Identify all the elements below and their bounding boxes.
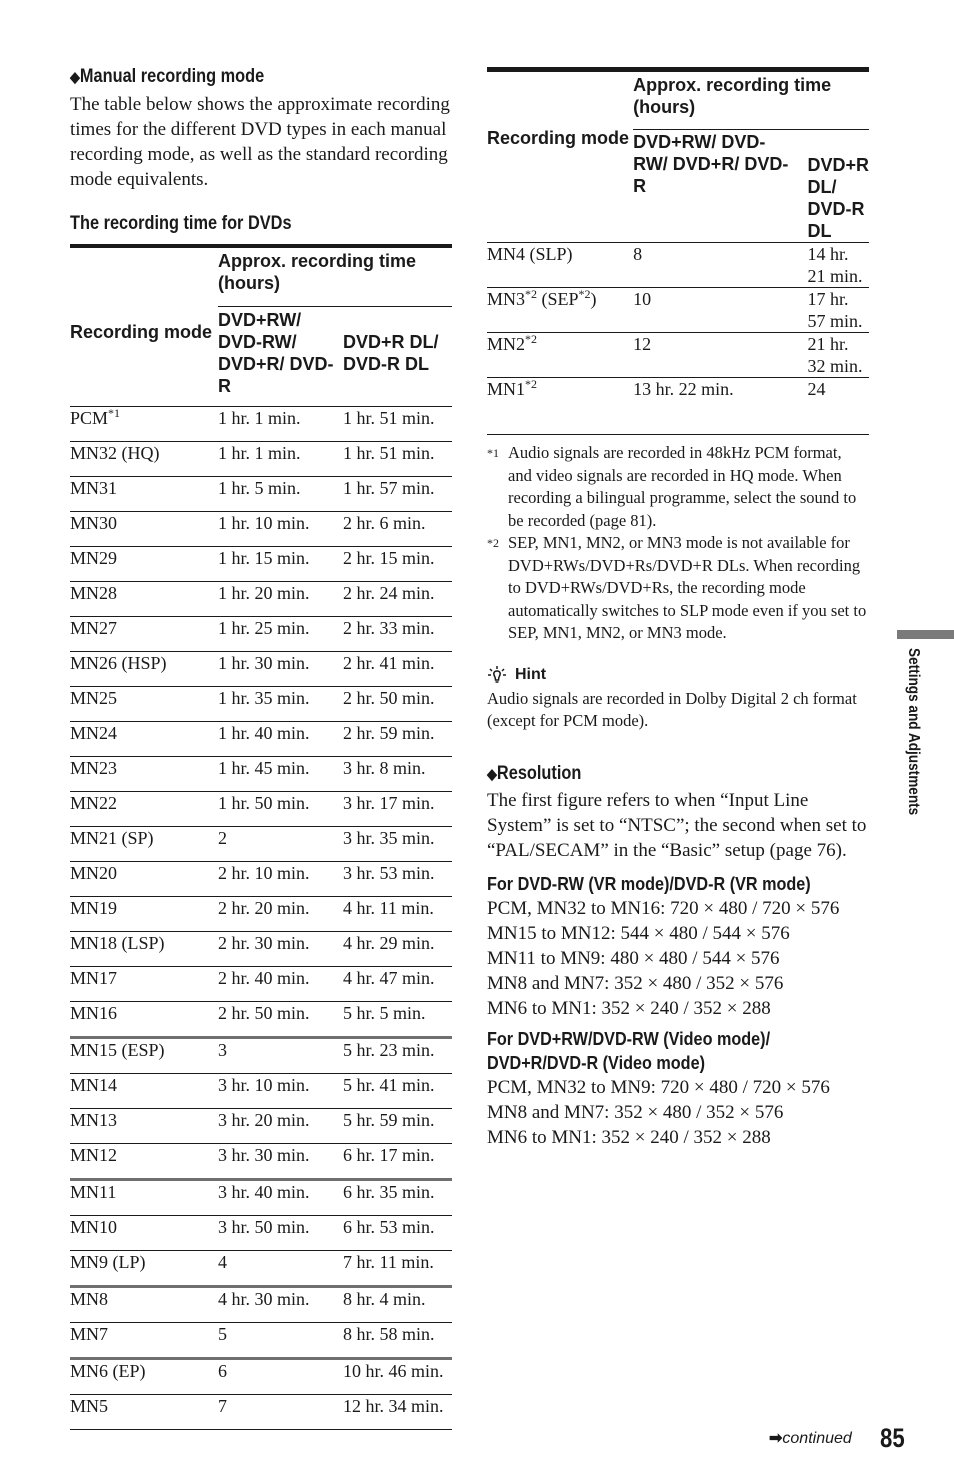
mode-label: MN23 [70,758,118,778]
footnote-1 [487,442,869,532]
footnote-ref: *2 [578,287,591,301]
video-mode-list [487,1075,869,1150]
cell-mode [70,932,218,967]
cell-time-dvd-dl: 3 hr. 53 min. [343,862,452,897]
mode-alias: (SEP [537,289,579,309]
mode-label: MN4 (SLP) [487,244,573,264]
cell-time-dvd-dl: 5 hr. 59 min. [343,1109,452,1144]
table-row [70,1251,452,1287]
cell-mode [70,442,218,477]
table-row [70,897,452,932]
cell-time-dvd: 2 hr. 40 min. [218,967,343,1002]
vr-mode-list [487,896,869,1021]
table-row [487,243,869,288]
mode-label: MN15 (ESP) [70,1040,165,1060]
cell-time-dvd: 1 hr. 5 min. [218,477,343,512]
cell-time-dvd-dl: 12 hr. 34 min. [343,1395,452,1430]
right-table-body [487,243,869,435]
video-mode-heading [487,1027,831,1075]
cell-time-dvd-dl: 21 hr. 32 min. [807,333,869,378]
mode-label: MN21 (SP) [70,828,154,848]
mode-label: MN26 (HSP) [70,653,167,673]
mode-label: MN8 [70,1289,109,1309]
mode-label: MN32 (HQ) [70,443,160,463]
table-row [70,1359,452,1395]
cell-mode [70,1038,218,1074]
cell-mode [70,1359,218,1395]
section-tab-bar [897,630,954,639]
footnote-text: Audio signals are recorded in 48kHz PCM format, and video signals are recorded in HQ mode. When recording a bilingual programme, select the sound to be recorded (page 81). [508,443,857,530]
resolution-line: PCM, MN32 to MN16: 720 × 480 / 720 × 576 [487,897,840,919]
header-approx-time: Approx. recording time (hours) [633,75,832,117]
continued-label: continued [782,1430,852,1447]
mode-label: MN30 [70,513,118,533]
continued-indicator [769,1428,852,1448]
cell-time-dvd: 1 hr. 15 min. [218,547,343,582]
cell-time-dvd: 2 hr. 30 min. [218,932,343,967]
table-title: The recording time for DVDs [70,213,292,234]
table-row [70,1323,452,1359]
cell-time-dvd-dl: 1 hr. 57 min. [343,477,452,512]
cell-time-dvd: 2 hr. 20 min. [218,897,343,932]
cell-time-dvd-dl: 6 hr. 53 min. [343,1216,452,1251]
cell-mode [70,827,218,862]
cell-mode [487,243,633,288]
cell-mode [70,757,218,792]
cell-time-dvd-dl: 3 hr. 35 min. [343,827,452,862]
cell-mode [70,967,218,1002]
mode-label: MN31 [70,478,118,498]
mode-label: MN16 [70,1003,118,1023]
cell-time-dvd: 1 hr. 10 min. [218,512,343,547]
cell-mode [70,617,218,652]
table-row [70,862,452,897]
cell-time-dvd-dl: 2 hr. 59 min. [343,722,452,757]
cell-time-dvd: 1 hr. 25 min. [218,617,343,652]
cell-mode [70,897,218,932]
cell-time-dvd: 3 hr. 20 min. [218,1109,343,1144]
hint-block [487,665,869,733]
table-row [487,333,869,378]
mode-label: MN10 [70,1217,118,1237]
table-row [70,1216,452,1251]
cell-time-dvd: 3 hr. 30 min. [218,1144,343,1180]
mode-label: MN3 [487,289,526,309]
cell-mode [487,378,633,435]
cell-time-dvd-dl: 5 hr. 23 min. [343,1038,452,1074]
cell-time-dvd: 10 [633,288,807,333]
mode-alias-close: ) [590,289,597,309]
mode-label: MN5 [70,1396,109,1416]
cell-time-dvd-dl: 5 hr. 5 min. [343,1002,452,1038]
table-row [70,617,452,652]
mode-label: MN17 [70,968,118,988]
header-dvd: DVD+RW/ DVD-RW/ DVD+R/ DVD-R [633,130,807,243]
resolution-line: MN15 to MN12: 544 × 480 / 544 × 576 [487,922,790,944]
header-approx-time: Approx. recording time (hours) [218,251,417,293]
mode-label: MN12 [70,1145,118,1165]
recording-time-table [70,248,452,1430]
table-row [487,288,869,333]
arrow-right-icon: ➡ [769,1430,783,1447]
cell-time-dvd-dl: 6 hr. 17 min. [343,1144,452,1180]
footnote-ref: *2 [525,287,538,301]
cell-time-dvd: 3 hr. 40 min. [218,1180,343,1216]
resolution-line: MN8 and MN7: 352 × 480 / 352 × 576 [487,1101,784,1123]
footnote-ref: *1 [108,406,121,420]
table-row [70,1180,452,1216]
section-tab-label: Settings and Adjustments [905,648,922,816]
table-row [70,967,452,1002]
manual-recording-heading: ◆Manual recording mode [70,66,265,87]
table-row [70,442,452,477]
cell-mode [70,1144,218,1180]
cell-time-dvd-dl: 4 hr. 29 min. [343,932,452,967]
footnote-text: SEP, MN1, MN2, or MN3 mode is not available for DVD+RWs/DVD+Rs/DVD+R DLs. When recording to DVD+RWs/DVD+Rs, the recording mode automatically switches to SLP mode even if you set to SEP, MN1, MN2, or MN3 mode. [508,533,867,642]
lightbulb-icon [487,665,507,685]
cell-mode [70,1074,218,1109]
table-row [70,407,452,442]
mode-label: MN14 [70,1075,118,1095]
cell-time-dvd: 2 hr. 10 min. [218,862,343,897]
cell-mode [70,722,218,757]
table-row [70,1109,452,1144]
cell-mode [70,582,218,617]
mode-label: PCM [70,408,109,428]
table-row [70,652,452,687]
cell-mode [70,862,218,897]
cell-time-dvd-dl: 2 hr. 24 min. [343,582,452,617]
hint-label: Hint [515,665,547,683]
cell-mode [70,547,218,582]
cell-mode [70,1002,218,1038]
table-row [70,477,452,512]
cell-time-dvd-dl: 2 hr. 33 min. [343,617,452,652]
mode-label: MN9 (LP) [70,1252,146,1272]
cell-time-dvd-dl: 4 hr. 47 min. [343,967,452,1002]
diamond-bullet-icon: ◆ [487,765,497,783]
cell-time-dvd: 3 hr. 50 min. [218,1216,343,1251]
diamond-bullet-icon: ◆ [70,69,80,86]
cell-time-dvd-dl: 1 hr. 51 min. [343,407,452,442]
cell-time-dvd-dl: 2 hr. 41 min. [343,652,452,687]
header-dvd-dl: DVD+R DL/ DVD-R DL [343,307,452,407]
table-row [70,1074,452,1109]
cell-time-dvd-dl: 1 hr. 51 min. [343,442,452,477]
mode-label: MN25 [70,688,118,708]
cell-mode [70,1395,218,1430]
footnote-ref: *2 [525,377,538,391]
cell-time-dvd-dl: 24 [807,378,869,435]
cell-time-dvd: 6 [218,1359,343,1395]
cell-mode [70,1251,218,1287]
cell-time-dvd: 7 [218,1395,343,1430]
table-row [70,547,452,582]
cell-time-dvd-dl: 2 hr. 50 min. [343,687,452,722]
table-row [70,687,452,722]
cell-time-dvd-dl: 17 hr. 57 min. [807,288,869,333]
cell-time-dvd: 1 hr. 50 min. [218,792,343,827]
cell-mode [70,1109,218,1144]
cell-time-dvd: 4 [218,1251,343,1287]
cell-time-dvd-dl: 5 hr. 41 min. [343,1074,452,1109]
left-column [70,64,452,1430]
cell-mode [70,1287,218,1323]
resolution-heading: ◆Resolution [487,762,582,784]
cell-time-dvd: 8 [633,243,807,288]
footnote-mark: *2 [487,536,499,550]
cell-mode [70,1216,218,1251]
mode-label: MN24 [70,723,118,743]
mode-label: MN29 [70,548,118,568]
cell-time-dvd-dl: 6 hr. 35 min. [343,1180,452,1216]
cell-time-dvd-dl: 10 hr. 46 min. [343,1359,452,1395]
cell-mode [70,477,218,512]
table-row [70,512,452,547]
cell-time-dvd-dl: 2 hr. 15 min. [343,547,452,582]
cell-mode [487,288,633,333]
footnote-2 [487,532,869,645]
page-number: 85 [880,1423,905,1453]
cell-time-dvd-dl: 3 hr. 8 min. [343,757,452,792]
cell-time-dvd: 2 hr. 50 min. [218,1002,343,1038]
recording-time-table-continued [487,72,869,435]
cell-time-dvd: 4 hr. 30 min. [218,1287,343,1323]
video-mode-heading-line-1: For DVD+RW/DVD-RW (Video mode)/ [487,1028,771,1049]
cell-time-dvd-dl: 8 hr. 4 min. [343,1287,452,1323]
mode-label: MN22 [70,793,118,813]
table-row [70,1287,452,1323]
table-row [70,1002,452,1038]
right-column [487,64,869,1150]
hint-text: Audio signals are recorded in Dolby Digital 2 ch format (except for PCM mode). [487,688,857,730]
cell-time-dvd: 1 hr. 1 min. [218,407,343,442]
resolution-line: MN11 to MN9: 480 × 480 / 544 × 576 [487,947,780,969]
resolution-line: MN8 and MN7: 352 × 480 / 352 × 576 [487,972,784,994]
cell-time-dvd: 3 [218,1038,343,1074]
cell-time-dvd-dl: 14 hr. 21 min. [807,243,869,288]
cell-time-dvd: 1 hr. 35 min. [218,687,343,722]
cell-mode [70,1180,218,1216]
mode-label: MN11 [70,1182,117,1202]
mode-label: MN2 [487,334,526,354]
mode-label: MN20 [70,863,118,883]
cell-time-dvd-dl: 3 hr. 17 min. [343,792,452,827]
mode-label: MN18 (LSP) [70,933,165,953]
cell-time-dvd-dl: 7 hr. 11 min. [343,1251,452,1287]
cell-time-dvd-dl: 2 hr. 6 min. [343,512,452,547]
table-row [70,1144,452,1180]
manual-intro: The table below shows the approximate recording times for the different DVD types in each manual recording mode, as well as the standard recording mode equivalents. [70,94,450,190]
footnotes [487,442,869,645]
mode-label: MN28 [70,583,118,603]
cell-time-dvd: 2 [218,827,343,862]
table-row [70,722,452,757]
footnote-ref: *2 [525,332,538,346]
cell-time-dvd: 1 hr. 1 min. [218,442,343,477]
video-mode-heading-line-2: DVD+R/DVD-R (Video mode) [487,1052,705,1073]
table-row [70,582,452,617]
cell-mode [70,512,218,547]
cell-mode [70,407,218,442]
resolution-line: PCM, MN32 to MN9: 720 × 480 / 720 × 576 [487,1076,830,1098]
table-row [70,1395,452,1430]
table-row [70,827,452,862]
table-row [70,792,452,827]
cell-mode [70,1323,218,1359]
table-header-row-1 [70,248,452,307]
table-row [70,1038,452,1074]
header-dvd: DVD+RW/ DVD-RW/ DVD+R/ DVD-R [218,307,343,407]
header-recording-mode: Recording mode [487,128,630,148]
header-dvd-dl: DVD+R DL/ DVD-R DL [807,130,869,243]
cell-time-dvd-dl: 8 hr. 58 min. [343,1323,452,1359]
cell-time-dvd: 1 hr. 45 min. [218,757,343,792]
cell-time-dvd: 1 hr. 20 min. [218,582,343,617]
mode-label: MN19 [70,898,118,918]
resolution-intro: The first figure refers to when “Input Line System” is set to “NTSC”; the second when set to “PAL/SECAM” in the “Basic” setup (page 76). [487,789,867,861]
header-recording-mode: Recording mode [70,322,213,342]
resolution-line: MN6 to MN1: 352 × 240 / 352 × 288 [487,1126,771,1148]
table-header-row-1 [487,72,869,130]
table-row [70,757,452,792]
cell-time-dvd: 5 [218,1323,343,1359]
mode-label: MN7 [70,1324,109,1344]
cell-mode [70,792,218,827]
left-table-body [70,407,452,1430]
cell-mode [70,652,218,687]
cell-mode [487,333,633,378]
vr-mode-heading: For DVD-RW (VR mode)/DVD-R (VR mode) [487,873,811,894]
cell-time-dvd: 3 hr. 10 min. [218,1074,343,1109]
cell-time-dvd: 1 hr. 40 min. [218,722,343,757]
cell-mode [70,687,218,722]
table-row [487,378,869,435]
cell-time-dvd: 12 [633,333,807,378]
resolution-line: MN6 to MN1: 352 × 240 / 352 × 288 [487,997,771,1019]
mode-label: MN1 [487,379,526,399]
mode-label: MN27 [70,618,118,638]
table-row [70,932,452,967]
cell-time-dvd: 13 hr. 22 min. [633,378,807,435]
cell-time-dvd: 1 hr. 30 min. [218,652,343,687]
cell-time-dvd-dl: 4 hr. 11 min. [343,897,452,932]
mode-label: MN6 (EP) [70,1361,146,1381]
mode-label: MN13 [70,1110,118,1130]
hint-label-row [487,665,869,685]
footnote-mark: *1 [487,446,499,460]
